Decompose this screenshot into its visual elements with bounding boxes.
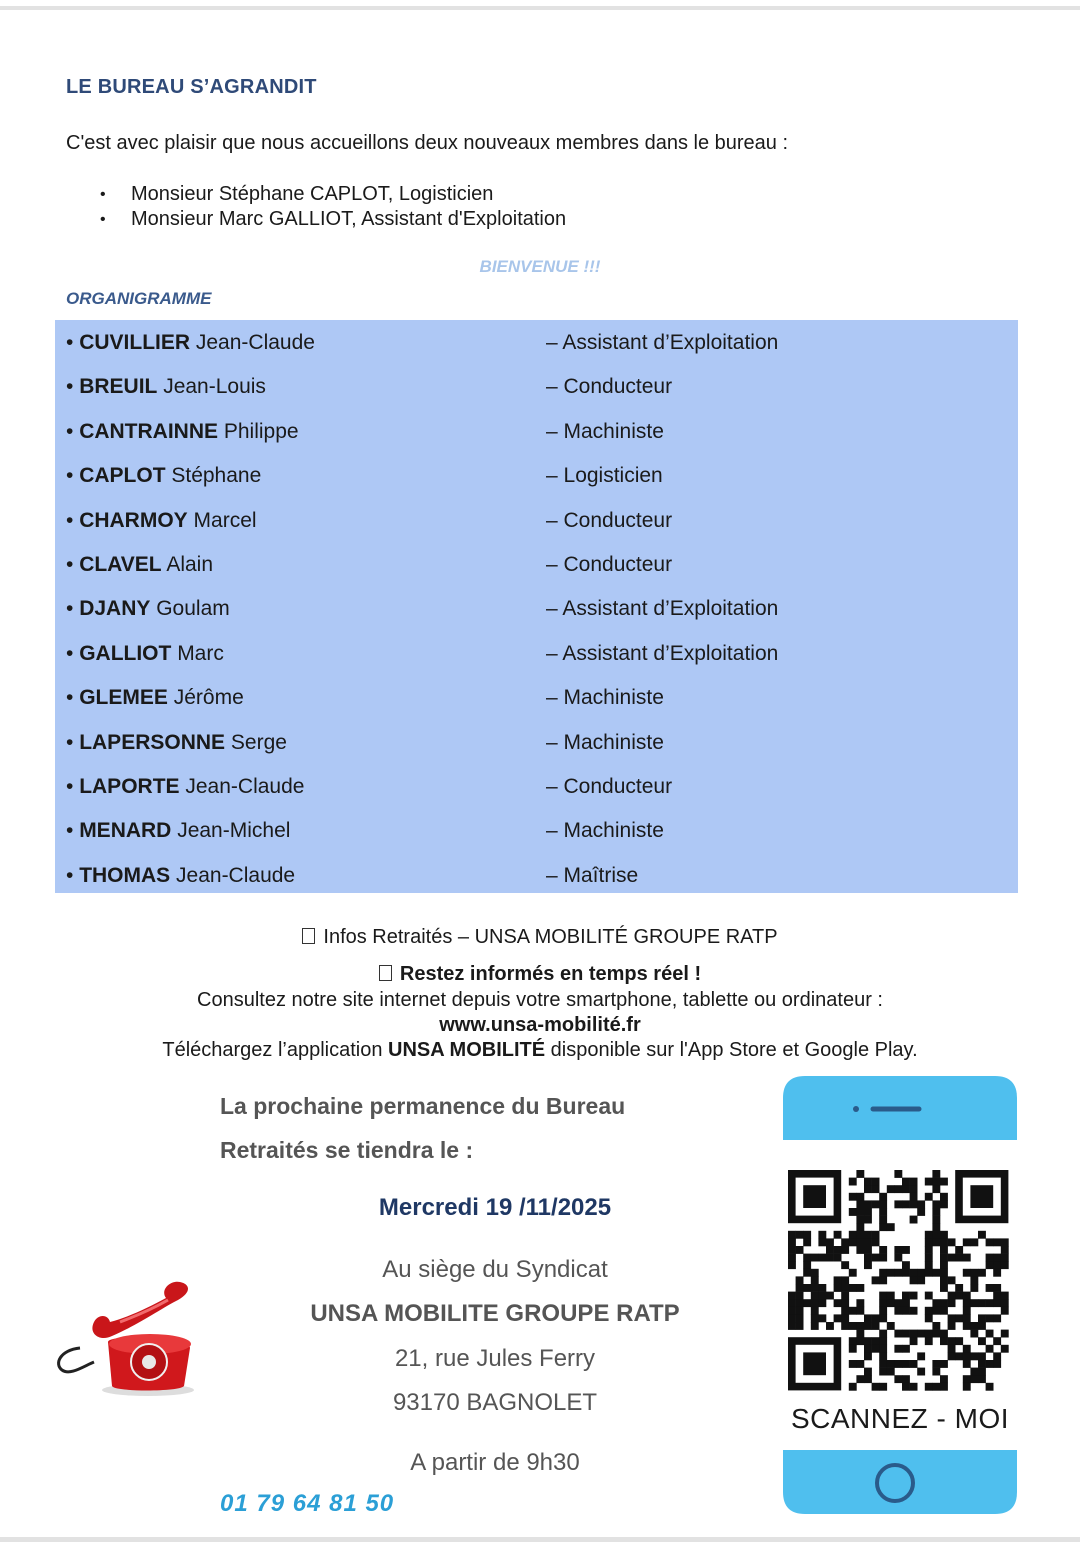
- address-org: UNSA MOBILITE GROUPE RATP: [310, 1300, 680, 1327]
- member-name: • DJANY Goulam: [66, 597, 230, 621]
- permanence-time: A partir de 9h30: [410, 1449, 580, 1476]
- table-row: [55, 639, 1018, 669]
- address-city: 93170 BAGNOLET: [392, 1389, 598, 1416]
- table-row: [55, 372, 1018, 402]
- member-name: • CANTRAINNE Philippe: [66, 419, 299, 443]
- website-link[interactable]: www.unsa-mobilité.fr: [439, 1014, 641, 1036]
- member-role: – Conducteur: [546, 508, 673, 532]
- scan-me-label: SCANNEZ - MOI: [790, 1403, 1010, 1434]
- list-item: • Monsieur Marc GALLIOT, Assistant d'Exploitation: [100, 207, 566, 232]
- member-role: – Conducteur: [546, 375, 673, 399]
- member-name: • CAPLOT Stéphane: [66, 464, 262, 488]
- info-realtime: Restez informés en temps réel !: [0, 963, 1080, 986]
- table-row: [55, 461, 1018, 491]
- member-name: • THOMAS Jean-Claude: [66, 863, 296, 887]
- member-first-name: Jérôme: [173, 686, 244, 710]
- member-last-name: MENARD: [79, 819, 172, 843]
- qr-code[interactable]: [788, 1170, 1009, 1391]
- member-role: – Assistant d’Exploitation: [546, 331, 779, 354]
- telephone-icon: [50, 1278, 200, 1398]
- member-first-name: Jean-Claude: [176, 863, 296, 887]
- member-name: • LAPORTE Jean-Claude: [66, 775, 305, 798]
- table-row: [55, 728, 1018, 758]
- member-name: • BREUIL Jean-Louis: [66, 375, 266, 399]
- member-last-name: CUVILLIER: [79, 331, 191, 354]
- member-first-name: Goulam: [156, 597, 230, 621]
- member-role: – Machiniste: [546, 819, 664, 843]
- member-first-name: Serge: [230, 730, 287, 754]
- member-first-name: Jean-Claude: [195, 331, 315, 354]
- member-first-name: Jean-Michel: [177, 819, 291, 843]
- member-last-name: CLAVEL: [79, 553, 162, 576]
- member-first-name: Marcel: [193, 508, 257, 532]
- permanence-date: Mercredi 19 /11/2025: [378, 1194, 612, 1221]
- address-street: 21, rue Jules Ferry: [394, 1345, 596, 1372]
- member-last-name: CHARMOY: [79, 508, 188, 532]
- app-download-text: Téléchargez l’application UNSA MOBILITÉ disponible sur l'App Store et Google Play.: [162, 1039, 918, 1061]
- organigram-table: [55, 320, 1018, 893]
- member-last-name: DJANY: [79, 597, 151, 621]
- member-role: – Machiniste: [546, 686, 664, 710]
- welcome-text: BIENVENUE !!!: [479, 257, 601, 276]
- member-role: – Machiniste: [546, 419, 664, 443]
- member-last-name: BREUIL: [79, 375, 158, 399]
- section-title: LE BUREAU S’AGRANDIT: [66, 76, 317, 98]
- table-row: [55, 417, 1018, 447]
- member-role: – Conducteur: [546, 553, 673, 576]
- table-row: [55, 772, 1018, 802]
- member-name: • MENARD Jean-Michel: [66, 819, 291, 843]
- table-row: [55, 594, 1018, 624]
- member-first-name: Stéphane: [171, 464, 262, 488]
- member-first-name: Alain: [166, 553, 214, 576]
- phone-number[interactable]: 01 79 64 81 50: [220, 1490, 395, 1517]
- member-name: • GLEMEE Jérôme: [66, 686, 244, 710]
- member-first-name: Jean-Claude: [185, 775, 305, 798]
- member-name: • LAPERSONNE Serge: [66, 730, 287, 754]
- table-row: [55, 683, 1018, 713]
- table-row: [55, 816, 1018, 846]
- permanence-line-1: La prochaine permanence du Bureau: [220, 1093, 626, 1119]
- permanence-line-2: Retraités se tiendra le :: [220, 1137, 474, 1163]
- member-first-name: Jean-Louis: [163, 375, 266, 399]
- table-row: [55, 861, 1018, 891]
- smartphone-qr-graphic: [783, 1076, 1017, 1514]
- member-last-name: THOMAS: [79, 863, 171, 887]
- address-place: Au siège du Syndicat: [382, 1256, 608, 1283]
- member-role: – Logisticien: [546, 464, 663, 488]
- table-row: [55, 328, 1018, 358]
- member-name: • CLAVEL Alain: [66, 553, 214, 576]
- bottom-border: [0, 1537, 1080, 1542]
- member-first-name: Marc: [177, 641, 224, 665]
- top-border: [0, 6, 1080, 10]
- new-members-list: [100, 182, 566, 232]
- member-last-name: CAPLOT: [79, 464, 166, 488]
- table-row: [55, 550, 1018, 580]
- member-role: – Machiniste: [546, 730, 664, 754]
- member-last-name: LAPORTE: [79, 775, 180, 798]
- member-role: – Assistant d’Exploitation: [546, 597, 779, 621]
- member-role: – Conducteur: [546, 775, 673, 798]
- member-last-name: LAPERSONNE: [79, 730, 226, 754]
- member-name: • GALLIOT Marc: [66, 641, 224, 665]
- table-row: [55, 506, 1018, 536]
- member-last-name: GLEMEE: [79, 686, 168, 710]
- member-role: – Assistant d’Exploitation: [546, 641, 779, 665]
- member-name: • CHARMOY Marcel: [66, 508, 257, 532]
- intro-text: C'est avec plaisir que nous accueillons deux nouveaux membres dans le bureau :: [66, 132, 789, 154]
- member-role: – Maîtrise: [546, 863, 639, 887]
- organigram-title: ORGANIGRAMME: [66, 289, 212, 308]
- member-first-name: Philippe: [223, 419, 299, 443]
- member-last-name: CANTRAINNE: [79, 419, 219, 443]
- missing-glyph-icon: [302, 928, 315, 944]
- info-consult: Consultez notre site internet depuis votre smartphone, tablette ou ordinateur :: [197, 989, 883, 1011]
- list-item: • Monsieur Stéphane CAPLOT, Logisticien: [100, 182, 566, 207]
- member-name: • CUVILLIER Jean-Claude: [66, 331, 315, 354]
- missing-glyph-icon: [379, 965, 392, 981]
- member-last-name: GALLIOT: [79, 641, 172, 665]
- info-title: Infos Retraités – UNSA MOBILITÉ GROUPE RATP: [0, 926, 1080, 949]
